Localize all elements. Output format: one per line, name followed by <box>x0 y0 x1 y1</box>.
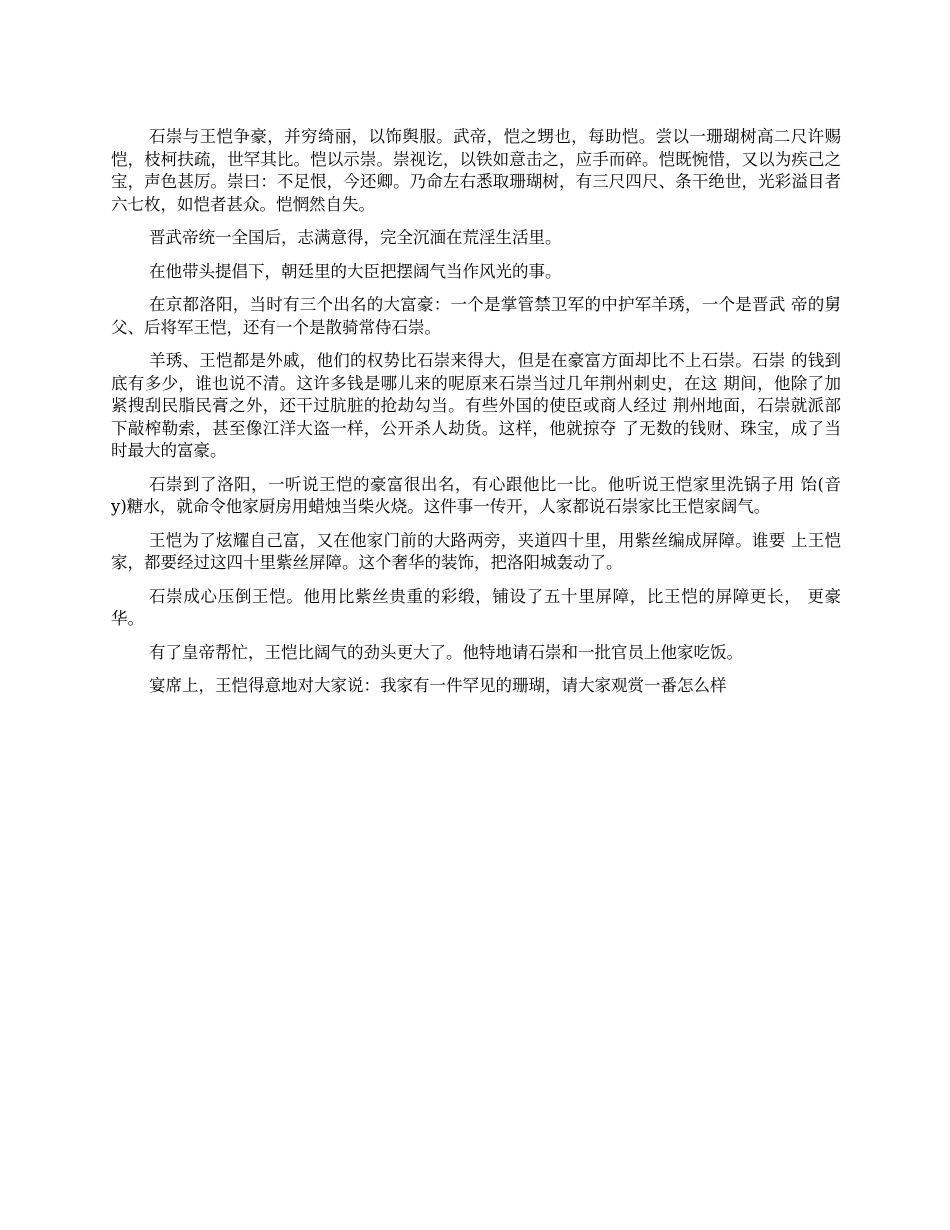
paragraph: 羊琇、王恺都是外戚，他们的权势比石崇来得大，但是在豪富方面却比不上石崇。石崇 的钱到底有多少，谁也说不清。这许多钱是哪儿来的呢原来石崇当过几年荆州刺史，在这 期间，他除了加紧搜刮民脂民膏之外，还干过肮脏的抢劫勾当。有些外国的使臣或商人经过 荆州地面，石崇就派部下敲榨勒索，甚至像江洋大盗一样，公开杀人劫货。这样，他就掠夺 了无数的钱财、珠宝，成了当时最大的富豪。 <box>111 351 841 460</box>
paragraph: 宴席上，王恺得意地对大家说：我家有一件罕见的珊瑚，请大家观赏一番怎么样 <box>149 676 727 695</box>
paragraph: 有了皇帝帮忙，王恺比阔气的劲头更大了。他特地请石崇和一批官员上他家吃饭。 <box>149 642 743 662</box>
paragraph: 晋武帝统一全国后，志满意得，完全沉湎在荒淫生活里。 <box>149 228 562 247</box>
document-body <box>111 126 841 709</box>
paragraph: 石崇与王恺争豪，并穷绮丽，以饰舆服。武帝，恺之甥也，每助恺。尝以一珊瑚树高二尺许赐恺，枝柯扶疏，世罕其比。恺以示崇。崇视讫，以铁如意击之，应手而碎。恺既惋惜，又以为疾己之宝，声色甚厉。崇曰：不足恨，今还卿。乃命左右悉取珊瑚树，有三尺四尺、条干绝世，光彩溢目者六七枚，如恺者甚众。恺惘然自失。 <box>111 127 841 214</box>
paragraph: 王恺为了炫耀自己富，又在他家门前的大路两旁，夹道四十里，用紫丝编成屏障。谁要 上王恺家，都要经过这四十里紫丝屏障。这个奢华的装饰，把洛阳城轰动了。 <box>111 530 841 572</box>
paragraph: 石崇到了洛阳，一听说王恺的豪富很出名，有心跟他比一比。他听说王恺家里洗锅子用 饴(音 y)糖水，就命令他家厨房用蜡烛当柴火烧。这件事一传开，人家都说石崇家比王恺家阔气。 <box>111 474 841 516</box>
paragraph: 在京都洛阳，当时有三个出名的大富豪：一个是掌管禁卫军的中护军羊琇，一个是晋武 帝的舅父、后将军王恺，还有一个是散骑常侍石崇。 <box>111 295 841 337</box>
paragraph: 在他带头提倡下，朝廷里的大臣把摆阔气当作风光的事。 <box>149 261 562 281</box>
paragraph: 石崇成心压倒王恺。他用比紫丝贵重的彩缎，铺设了五十里屏障，比王恺的屏障更长， 更豪华。 <box>111 586 841 628</box>
